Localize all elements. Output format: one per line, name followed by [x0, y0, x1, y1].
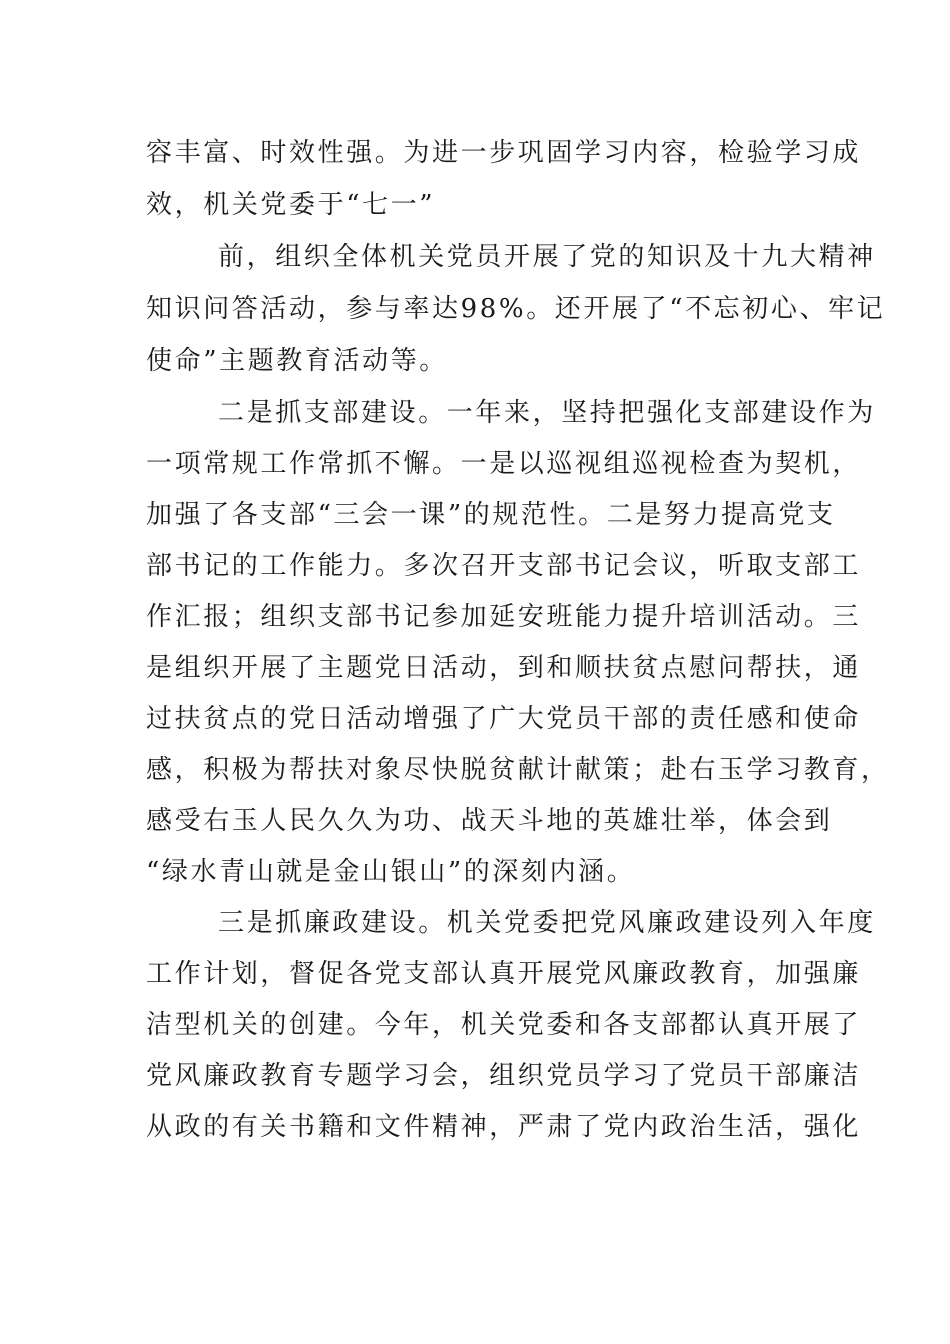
text-line: 洁型机关的创建。今年，机关党委和各支部都认真开展了 — [146, 1010, 862, 1040]
text-line: 感，积极为帮扶对象尽快脱贫献计献策；赴右玉学习教育， — [146, 755, 890, 785]
text-line: “绿水青山就是金山银山”的深刻内涵。 — [146, 857, 636, 887]
text-line: 加强了各支部“三会一课”的规范性。二是努力提高党支 — [146, 500, 836, 530]
text-line: 感受右玉人民久久为功、战天斗地的英雄壮举，体会到 — [146, 806, 833, 836]
text-line: 是组织开展了主题党日活动，到和顺扶贫点慰问帮扶，通 — [146, 653, 862, 683]
text-line: 使命”主题教育活动等。 — [146, 346, 448, 376]
text-line: 作汇报；组织支部书记参加延安班能力提升培训活动。三 — [146, 602, 862, 632]
text-line: 从政的有关书籍和文件精神，严肃了党内政治生活，强化 — [146, 1112, 862, 1142]
text-line: 工作计划，督促各党支部认真开展党风廉政教育，加强廉 — [146, 959, 862, 989]
text-line: 效，机关党委于“七一” — [146, 190, 436, 220]
paragraph-first-line: 二是抓支部建设。一年来，坚持把强化支部建设作为 — [218, 398, 876, 428]
text-line: 容丰富、时效性强。为进一步巩固学习内容，检验学习成 — [146, 138, 862, 168]
text-line: 一项常规工作常抓不懈。一是以巡视组巡视检查为契机， — [146, 449, 862, 479]
paragraph-first-line: 前，组织全体机关党员开展了党的知识及十九大精神 — [218, 242, 876, 272]
paragraph-first-line: 三是抓廉政建设。机关党委把党风廉政建设列入年度 — [218, 908, 876, 938]
text-line: 部书记的工作能力。多次召开支部书记会议，听取支部工 — [146, 551, 862, 581]
text-line: 知识问答活动，参与率达98%。还开展了“不忘初心、牢记 — [146, 294, 886, 324]
text-line: 党风廉政教育专题学习会，组织党员学习了党员干部廉洁 — [146, 1061, 862, 1091]
text-line: 过扶贫点的党日活动增强了广大党员干部的责任感和使命 — [146, 704, 862, 734]
